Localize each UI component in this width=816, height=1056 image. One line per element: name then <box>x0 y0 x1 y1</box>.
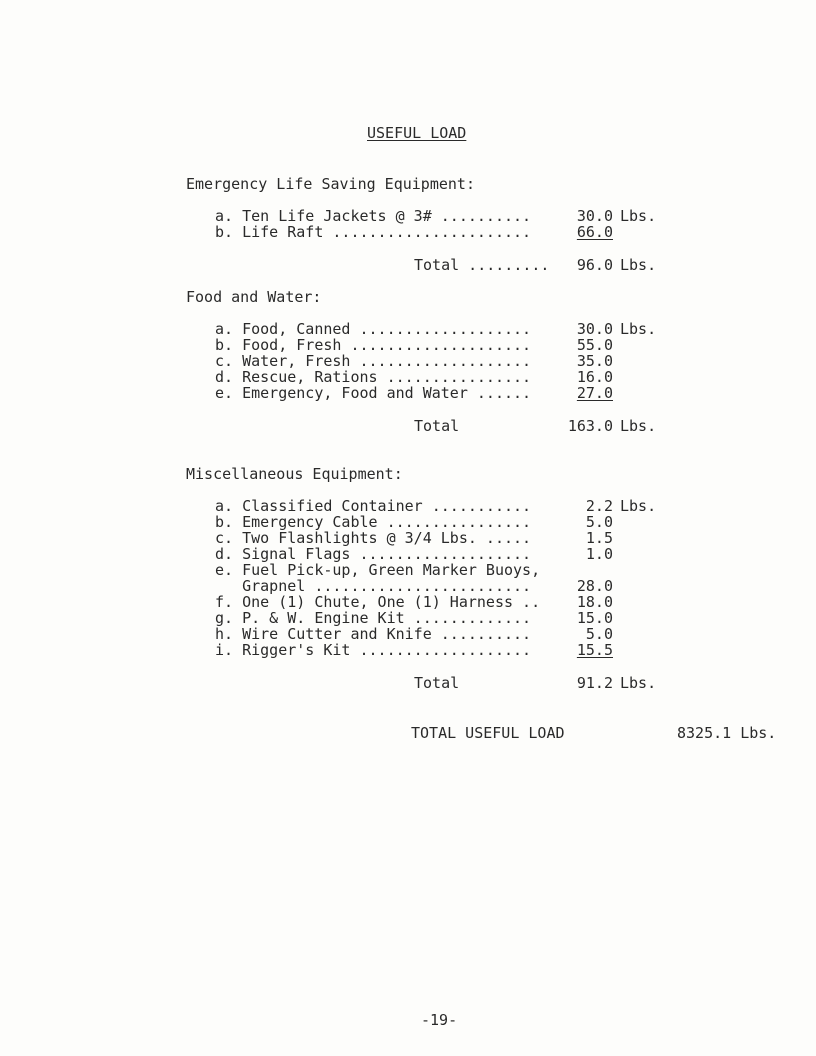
list-item: Grapnel ........................ <box>215 577 532 595</box>
list-item: a. Classified Container ........... <box>215 497 532 515</box>
total-label: Total <box>414 417 460 435</box>
list-item: e. Fuel Pick-up, Green Marker Buoys, <box>215 561 541 579</box>
page-title: USEFUL LOAD <box>367 124 467 142</box>
item-value: 35.0 <box>576 352 613 370</box>
item-value: 28.0 <box>576 577 613 595</box>
list-item: d. Signal Flags ................... <box>215 545 532 563</box>
section-heading-emergency: Emergency Life Saving Equipment: <box>186 175 475 193</box>
item-value: 16.0 <box>576 368 613 386</box>
section-heading-food-water: Food and Water: <box>186 288 322 306</box>
item-unit: Lbs. <box>620 497 657 515</box>
section-heading-misc: Miscellaneous Equipment: <box>186 465 403 483</box>
list-item: e. Emergency, Food and Water ...... <box>215 384 532 402</box>
grand-total-label: TOTAL USEFUL LOAD <box>411 724 565 742</box>
item-unit: Lbs. <box>620 207 657 225</box>
total-value: 163.0 <box>567 417 613 435</box>
list-item: b. Life Raft ...................... <box>215 223 532 241</box>
total-unit: Lbs. <box>620 417 657 435</box>
item-value: 5.0 <box>585 625 613 643</box>
item-value: 55.0 <box>576 336 613 354</box>
list-item: c. Water, Fresh ................... <box>215 352 532 370</box>
item-value: 2.2 <box>585 497 613 515</box>
list-item: h. Wire Cutter and Knife .......... <box>215 625 532 643</box>
list-item: a. Ten Life Jackets @ 3# .......... <box>215 207 532 225</box>
list-item: a. Food, Canned ................... <box>215 320 532 338</box>
list-item: c. Two Flashlights @ 3/4 Lbs. ..... <box>215 529 532 547</box>
total-value: 96.0 <box>576 256 613 274</box>
item-value: 27.0 <box>576 384 613 402</box>
item-value: 18.0 <box>576 593 613 611</box>
item-value: 30.0 <box>576 207 613 225</box>
total-unit: Lbs. <box>620 256 657 274</box>
list-item: i. Rigger's Kit ................... <box>215 641 532 659</box>
item-value: 15.0 <box>576 609 613 627</box>
item-value: 1.5 <box>585 529 613 547</box>
item-value: 15.5 <box>576 641 613 659</box>
list-item: b. Food, Fresh .................... <box>215 336 532 354</box>
grand-total-value: 8325.1 Lbs. <box>677 724 777 742</box>
list-item: g. P. & W. Engine Kit ............. <box>215 609 532 627</box>
total-value: 91.2 <box>576 674 613 692</box>
item-value: 1.0 <box>585 545 613 563</box>
page-number: -19- <box>421 1011 458 1029</box>
item-value: 66.0 <box>576 223 613 241</box>
list-item: b. Emergency Cable ................ <box>215 513 532 531</box>
total-label: Total <box>414 674 460 692</box>
list-item: d. Rescue, Rations ................ <box>215 368 532 386</box>
item-value: 5.0 <box>585 513 613 531</box>
total-label: Total ......... <box>414 256 550 274</box>
item-value: 30.0 <box>576 320 613 338</box>
list-item: f. One (1) Chute, One (1) Harness .. <box>215 593 541 611</box>
item-unit: Lbs. <box>620 320 657 338</box>
total-unit: Lbs. <box>620 674 657 692</box>
